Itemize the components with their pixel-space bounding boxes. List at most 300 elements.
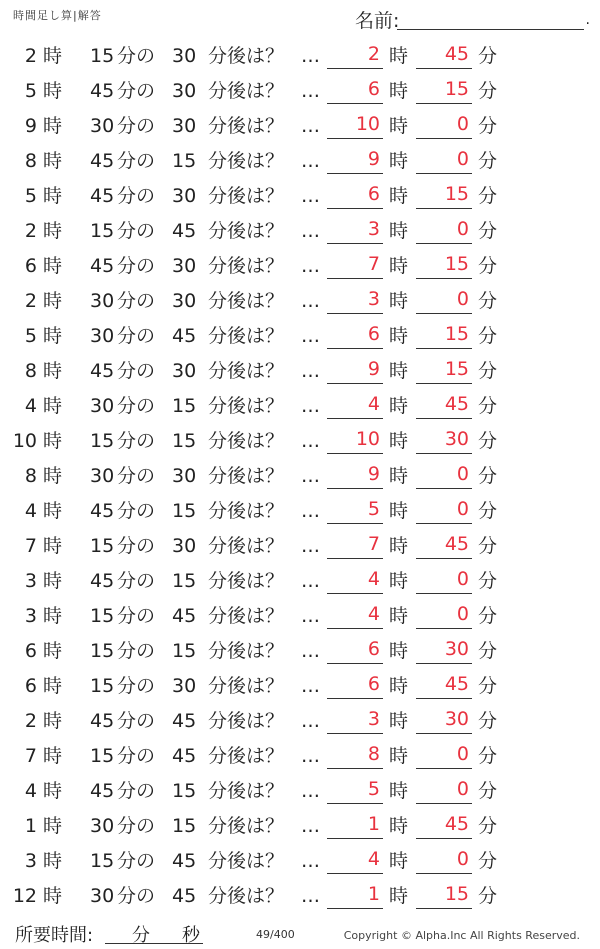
answer-minute-label: 分 bbox=[478, 395, 498, 417]
answer-minute-label: 分 bbox=[478, 500, 498, 522]
minute-of-label: 分の bbox=[117, 605, 156, 627]
hour-label: 時 bbox=[43, 220, 63, 242]
add-minutes-value: 45 bbox=[172, 850, 197, 872]
hour-value: 10 bbox=[12, 430, 37, 452]
minute-value: 15 bbox=[90, 45, 115, 67]
after-question-label: 分後は？ bbox=[208, 885, 285, 907]
problem-row bbox=[0, 424, 600, 459]
ellipsis: … bbox=[301, 745, 321, 767]
after-question-label: 分後は？ bbox=[208, 430, 285, 452]
minute-value: 30 bbox=[90, 395, 115, 417]
add-minutes-value: 30 bbox=[172, 255, 197, 277]
minute-value: 30 bbox=[90, 815, 115, 837]
answer-minute-label: 分 bbox=[478, 430, 498, 452]
add-minutes-value: 15 bbox=[172, 395, 197, 417]
page-counter: 49/400 bbox=[256, 928, 295, 941]
after-question-label: 分後は？ bbox=[208, 815, 285, 837]
name-label: 名前: bbox=[355, 10, 400, 32]
answer-minute: 0 bbox=[416, 148, 472, 174]
minute-of-label: 分の bbox=[117, 360, 156, 382]
answer-minute: 0 bbox=[416, 568, 472, 594]
add-minutes-value: 30 bbox=[172, 45, 197, 67]
hour-value: 2 bbox=[24, 45, 37, 67]
after-question-label: 分後は？ bbox=[208, 80, 285, 102]
answer-hour: 5 bbox=[327, 498, 383, 524]
answer-minute: 30 bbox=[416, 638, 472, 664]
problem-row bbox=[0, 494, 600, 529]
answer-minute: 0 bbox=[416, 498, 472, 524]
hour-value: 6 bbox=[24, 255, 37, 277]
answer-minute-label: 分 bbox=[478, 325, 498, 347]
answer-minute-label: 分 bbox=[478, 850, 498, 872]
hour-value: 3 bbox=[24, 570, 37, 592]
minute-value: 15 bbox=[90, 430, 115, 452]
ellipsis: … bbox=[301, 885, 321, 907]
answer-hour: 7 bbox=[327, 253, 383, 279]
answer-minute: 0 bbox=[416, 778, 472, 804]
problem-row bbox=[0, 179, 600, 214]
answer-hour-label: 時 bbox=[389, 325, 409, 347]
problem-row bbox=[0, 249, 600, 284]
answer-hour-label: 時 bbox=[389, 745, 409, 767]
problem-row bbox=[0, 354, 600, 389]
answer-minute-label: 分 bbox=[478, 360, 498, 382]
ellipsis: … bbox=[301, 45, 321, 67]
answer-minute: 0 bbox=[416, 288, 472, 314]
answer-hour: 4 bbox=[327, 393, 383, 419]
hour-label: 時 bbox=[43, 535, 63, 557]
minute-value: 30 bbox=[90, 885, 115, 907]
answer-minute-label: 分 bbox=[478, 290, 498, 312]
add-minutes-value: 30 bbox=[172, 535, 197, 557]
answer-minute-label: 分 bbox=[478, 150, 498, 172]
answer-hour: 6 bbox=[327, 78, 383, 104]
answer-minute: 15 bbox=[416, 253, 472, 279]
answer-hour-label: 時 bbox=[389, 115, 409, 137]
answer-hour: 6 bbox=[327, 323, 383, 349]
hour-value: 1 bbox=[24, 815, 37, 837]
hour-value: 6 bbox=[24, 675, 37, 697]
minute-value: 30 bbox=[90, 465, 115, 487]
after-question-label: 分後は？ bbox=[208, 640, 285, 662]
minute-value: 15 bbox=[90, 850, 115, 872]
answer-hour: 2 bbox=[327, 43, 383, 69]
add-minutes-value: 45 bbox=[172, 605, 197, 627]
hour-value: 3 bbox=[24, 605, 37, 627]
answer-hour-label: 時 bbox=[389, 395, 409, 417]
problem-list bbox=[0, 39, 600, 914]
hour-label: 時 bbox=[43, 360, 63, 382]
minute-of-label: 分の bbox=[117, 815, 156, 837]
add-minutes-value: 15 bbox=[172, 780, 197, 802]
elapsed-minutes-unit: 分 bbox=[132, 925, 150, 946]
minute-of-label: 分の bbox=[117, 675, 156, 697]
answer-minute: 15 bbox=[416, 883, 472, 909]
minute-of-label: 分の bbox=[117, 80, 156, 102]
hour-label: 時 bbox=[43, 255, 63, 277]
answer-minute: 15 bbox=[416, 323, 472, 349]
problem-row bbox=[0, 214, 600, 249]
add-minutes-value: 15 bbox=[172, 640, 197, 662]
hour-value: 5 bbox=[24, 80, 37, 102]
answer-minute: 0 bbox=[416, 218, 472, 244]
minute-value: 45 bbox=[90, 360, 115, 382]
hour-label: 時 bbox=[43, 570, 63, 592]
minute-of-label: 分の bbox=[117, 465, 156, 487]
after-question-label: 分後は？ bbox=[208, 360, 285, 382]
ellipsis: … bbox=[301, 710, 321, 732]
hour-value: 4 bbox=[24, 500, 37, 522]
elapsed-seconds-unit: 秒 bbox=[182, 925, 200, 946]
minute-of-label: 分の bbox=[117, 500, 156, 522]
hour-label: 時 bbox=[43, 395, 63, 417]
answer-hour-label: 時 bbox=[389, 605, 409, 627]
answer-hour: 3 bbox=[327, 218, 383, 244]
add-minutes-value: 30 bbox=[172, 465, 197, 487]
answer-hour-label: 時 bbox=[389, 570, 409, 592]
hour-label: 時 bbox=[43, 640, 63, 662]
minute-of-label: 分の bbox=[117, 535, 156, 557]
answer-hour: 1 bbox=[327, 813, 383, 839]
hour-value: 9 bbox=[24, 115, 37, 137]
ellipsis: … bbox=[301, 815, 321, 837]
hour-value: 6 bbox=[24, 640, 37, 662]
answer-hour-label: 時 bbox=[389, 675, 409, 697]
hour-label: 時 bbox=[43, 675, 63, 697]
ellipsis: … bbox=[301, 220, 321, 242]
after-question-label: 分後は？ bbox=[208, 605, 285, 627]
ellipsis: … bbox=[301, 535, 321, 557]
ellipsis: … bbox=[301, 290, 321, 312]
add-minutes-value: 15 bbox=[172, 815, 197, 837]
minute-of-label: 分の bbox=[117, 255, 156, 277]
answer-minute-label: 分 bbox=[478, 80, 498, 102]
add-minutes-value: 15 bbox=[172, 570, 197, 592]
minute-of-label: 分の bbox=[117, 850, 156, 872]
minute-of-label: 分の bbox=[117, 640, 156, 662]
elapsed-time-field[interactable] bbox=[105, 921, 203, 944]
hour-label: 時 bbox=[43, 850, 63, 872]
hour-label: 時 bbox=[43, 150, 63, 172]
hour-label: 時 bbox=[43, 605, 63, 627]
answer-hour: 1 bbox=[327, 883, 383, 909]
answer-minute-label: 分 bbox=[478, 115, 498, 137]
minute-value: 45 bbox=[90, 80, 115, 102]
answer-minute-label: 分 bbox=[478, 220, 498, 242]
answer-hour: 4 bbox=[327, 568, 383, 594]
hour-value: 8 bbox=[24, 360, 37, 382]
answer-hour: 7 bbox=[327, 533, 383, 559]
add-minutes-value: 30 bbox=[172, 185, 197, 207]
answer-minute-label: 分 bbox=[478, 815, 498, 837]
answer-hour-label: 時 bbox=[389, 360, 409, 382]
ellipsis: … bbox=[301, 780, 321, 802]
hour-label: 時 bbox=[43, 500, 63, 522]
ellipsis: … bbox=[301, 465, 321, 487]
answer-minute-label: 分 bbox=[478, 605, 498, 627]
minute-value: 45 bbox=[90, 780, 115, 802]
minute-value: 15 bbox=[90, 675, 115, 697]
minute-value: 45 bbox=[90, 185, 115, 207]
after-question-label: 分後は？ bbox=[208, 185, 285, 207]
minute-value: 15 bbox=[90, 220, 115, 242]
ellipsis: … bbox=[301, 115, 321, 137]
ellipsis: … bbox=[301, 500, 321, 522]
copyright-notice: Copyright © Alpha.Inc All Rights Reserved. bbox=[343, 929, 580, 942]
answer-hour-label: 時 bbox=[389, 290, 409, 312]
hour-value: 2 bbox=[24, 290, 37, 312]
hour-label: 時 bbox=[43, 815, 63, 837]
answer-minute: 0 bbox=[416, 848, 472, 874]
answer-hour-label: 時 bbox=[389, 255, 409, 277]
answer-hour-label: 時 bbox=[389, 535, 409, 557]
hour-label: 時 bbox=[43, 710, 63, 732]
hour-value: 2 bbox=[24, 710, 37, 732]
ellipsis: … bbox=[301, 360, 321, 382]
after-question-label: 分後は？ bbox=[208, 45, 285, 67]
hour-value: 5 bbox=[24, 325, 37, 347]
minute-value: 15 bbox=[90, 640, 115, 662]
minute-value: 15 bbox=[90, 535, 115, 557]
answer-hour-label: 時 bbox=[389, 430, 409, 452]
add-minutes-value: 30 bbox=[172, 360, 197, 382]
answer-hour-label: 時 bbox=[389, 850, 409, 872]
hour-value: 8 bbox=[24, 150, 37, 172]
answer-hour-label: 時 bbox=[389, 885, 409, 907]
answer-hour: 3 bbox=[327, 708, 383, 734]
answer-minute-label: 分 bbox=[478, 885, 498, 907]
add-minutes-value: 30 bbox=[172, 80, 197, 102]
minute-value: 45 bbox=[90, 500, 115, 522]
problem-row bbox=[0, 74, 600, 109]
answer-minute: 30 bbox=[416, 708, 472, 734]
after-question-label: 分後は？ bbox=[208, 710, 285, 732]
answer-minute-label: 分 bbox=[478, 185, 498, 207]
minute-of-label: 分の bbox=[117, 780, 156, 802]
add-minutes-value: 45 bbox=[172, 710, 197, 732]
answer-minute-label: 分 bbox=[478, 255, 498, 277]
problem-row bbox=[0, 599, 600, 634]
after-question-label: 分後は？ bbox=[208, 150, 285, 172]
answer-hour-label: 時 bbox=[389, 710, 409, 732]
answer-minute: 0 bbox=[416, 603, 472, 629]
hour-value: 4 bbox=[24, 395, 37, 417]
answer-minute: 45 bbox=[416, 533, 472, 559]
hour-label: 時 bbox=[43, 115, 63, 137]
problem-row bbox=[0, 39, 600, 74]
minute-value: 45 bbox=[90, 150, 115, 172]
hour-label: 時 bbox=[43, 325, 63, 347]
answer-hour: 5 bbox=[327, 778, 383, 804]
answer-minute: 30 bbox=[416, 428, 472, 454]
answer-minute-label: 分 bbox=[478, 570, 498, 592]
answer-hour: 9 bbox=[327, 148, 383, 174]
after-question-label: 分後は？ bbox=[208, 850, 285, 872]
answer-minute-label: 分 bbox=[478, 465, 498, 487]
after-question-label: 分後は？ bbox=[208, 255, 285, 277]
answer-hour: 10 bbox=[327, 113, 383, 139]
problem-row bbox=[0, 319, 600, 354]
answer-hour-label: 時 bbox=[389, 45, 409, 67]
hour-label: 時 bbox=[43, 745, 63, 767]
answer-hour: 6 bbox=[327, 183, 383, 209]
problem-row bbox=[0, 774, 600, 809]
answer-hour: 8 bbox=[327, 743, 383, 769]
ellipsis: … bbox=[301, 640, 321, 662]
problem-row bbox=[0, 459, 600, 494]
answer-minute-label: 分 bbox=[478, 675, 498, 697]
after-question-label: 分後は？ bbox=[208, 115, 285, 137]
answer-hour-label: 時 bbox=[389, 780, 409, 802]
answer-hour-label: 時 bbox=[389, 150, 409, 172]
hour-value: 5 bbox=[24, 185, 37, 207]
after-question-label: 分後は？ bbox=[208, 570, 285, 592]
problem-row bbox=[0, 144, 600, 179]
answer-minute-label: 分 bbox=[478, 780, 498, 802]
add-minutes-value: 45 bbox=[172, 745, 197, 767]
minute-of-label: 分の bbox=[117, 290, 156, 312]
ellipsis: … bbox=[301, 325, 321, 347]
add-minutes-value: 30 bbox=[172, 115, 197, 137]
problem-row bbox=[0, 809, 600, 844]
answer-minute-label: 分 bbox=[478, 535, 498, 557]
answer-hour: 6 bbox=[327, 673, 383, 699]
hour-label: 時 bbox=[43, 185, 63, 207]
add-minutes-value: 15 bbox=[172, 500, 197, 522]
answer-hour-label: 時 bbox=[389, 500, 409, 522]
problem-row bbox=[0, 564, 600, 599]
problem-row bbox=[0, 844, 600, 879]
hour-label: 時 bbox=[43, 780, 63, 802]
after-question-label: 分後は？ bbox=[208, 290, 285, 312]
ellipsis: … bbox=[301, 850, 321, 872]
answer-hour-label: 時 bbox=[389, 80, 409, 102]
answer-hour-label: 時 bbox=[389, 220, 409, 242]
minute-value: 30 bbox=[90, 290, 115, 312]
answer-hour-label: 時 bbox=[389, 185, 409, 207]
answer-minute: 0 bbox=[416, 463, 472, 489]
name-end-dot: . bbox=[585, 12, 590, 28]
problem-row bbox=[0, 634, 600, 669]
hour-label: 時 bbox=[43, 45, 63, 67]
hour-label: 時 bbox=[43, 885, 63, 907]
ellipsis: … bbox=[301, 255, 321, 277]
add-minutes-value: 30 bbox=[172, 290, 197, 312]
answer-minute: 0 bbox=[416, 113, 472, 139]
ellipsis: … bbox=[301, 150, 321, 172]
hour-label: 時 bbox=[43, 465, 63, 487]
after-question-label: 分後は？ bbox=[208, 745, 285, 767]
ellipsis: … bbox=[301, 605, 321, 627]
answer-minute-label: 分 bbox=[478, 640, 498, 662]
answer-hour: 6 bbox=[327, 638, 383, 664]
hour-value: 2 bbox=[24, 220, 37, 242]
after-question-label: 分後は？ bbox=[208, 675, 285, 697]
answer-hour-label: 時 bbox=[389, 815, 409, 837]
minute-of-label: 分の bbox=[117, 45, 156, 67]
answer-minute: 45 bbox=[416, 673, 472, 699]
hour-label: 時 bbox=[43, 80, 63, 102]
ellipsis: … bbox=[301, 80, 321, 102]
problem-row bbox=[0, 879, 600, 914]
add-minutes-value: 45 bbox=[172, 325, 197, 347]
minute-value: 45 bbox=[90, 710, 115, 732]
answer-hour: 10 bbox=[327, 428, 383, 454]
hour-label: 時 bbox=[43, 430, 63, 452]
hour-value: 4 bbox=[24, 780, 37, 802]
answer-hour-label: 時 bbox=[389, 640, 409, 662]
after-question-label: 分後は？ bbox=[208, 395, 285, 417]
after-question-label: 分後は？ bbox=[208, 500, 285, 522]
answer-hour: 4 bbox=[327, 603, 383, 629]
worksheet-title: 時間足し算|解答 bbox=[13, 9, 102, 22]
name-field[interactable] bbox=[355, 2, 590, 30]
answer-hour: 4 bbox=[327, 848, 383, 874]
add-minutes-value: 15 bbox=[172, 150, 197, 172]
add-minutes-value: 45 bbox=[172, 220, 197, 242]
minute-value: 45 bbox=[90, 570, 115, 592]
minute-of-label: 分の bbox=[117, 745, 156, 767]
answer-minute: 45 bbox=[416, 813, 472, 839]
ellipsis: … bbox=[301, 395, 321, 417]
minute-of-label: 分の bbox=[117, 185, 156, 207]
minute-of-label: 分の bbox=[117, 220, 156, 242]
minute-of-label: 分の bbox=[117, 395, 156, 417]
minute-value: 45 bbox=[90, 255, 115, 277]
answer-hour: 3 bbox=[327, 288, 383, 314]
problem-row bbox=[0, 389, 600, 424]
minute-of-label: 分の bbox=[117, 710, 156, 732]
problem-row bbox=[0, 109, 600, 144]
problem-row bbox=[0, 739, 600, 774]
answer-minute: 15 bbox=[416, 358, 472, 384]
problem-row bbox=[0, 704, 600, 739]
add-minutes-value: 45 bbox=[172, 885, 197, 907]
minute-value: 30 bbox=[90, 325, 115, 347]
ellipsis: … bbox=[301, 430, 321, 452]
ellipsis: … bbox=[301, 675, 321, 697]
after-question-label: 分後は？ bbox=[208, 780, 285, 802]
hour-value: 8 bbox=[24, 465, 37, 487]
minute-of-label: 分の bbox=[117, 885, 156, 907]
minute-of-label: 分の bbox=[117, 570, 156, 592]
answer-minute: 45 bbox=[416, 43, 472, 69]
answer-minute-label: 分 bbox=[478, 745, 498, 767]
answer-minute-label: 分 bbox=[478, 710, 498, 732]
answer-hour: 9 bbox=[327, 463, 383, 489]
add-minutes-value: 15 bbox=[172, 430, 197, 452]
after-question-label: 分後は？ bbox=[208, 465, 285, 487]
hour-value: 12 bbox=[12, 885, 37, 907]
answer-minute: 0 bbox=[416, 743, 472, 769]
elapsed-time-label: 所要時間: bbox=[15, 925, 94, 946]
name-underline bbox=[397, 29, 584, 30]
answer-minute: 15 bbox=[416, 183, 472, 209]
minute-of-label: 分の bbox=[117, 150, 156, 172]
problem-row bbox=[0, 284, 600, 319]
after-question-label: 分後は？ bbox=[208, 325, 285, 347]
problem-row bbox=[0, 529, 600, 564]
ellipsis: … bbox=[301, 570, 321, 592]
hour-value: 3 bbox=[24, 850, 37, 872]
minute-value: 30 bbox=[90, 115, 115, 137]
after-question-label: 分後は？ bbox=[208, 535, 285, 557]
minute-of-label: 分の bbox=[117, 430, 156, 452]
minute-of-label: 分の bbox=[117, 325, 156, 347]
answer-minute: 15 bbox=[416, 78, 472, 104]
minute-of-label: 分の bbox=[117, 115, 156, 137]
answer-minute-label: 分 bbox=[478, 45, 498, 67]
